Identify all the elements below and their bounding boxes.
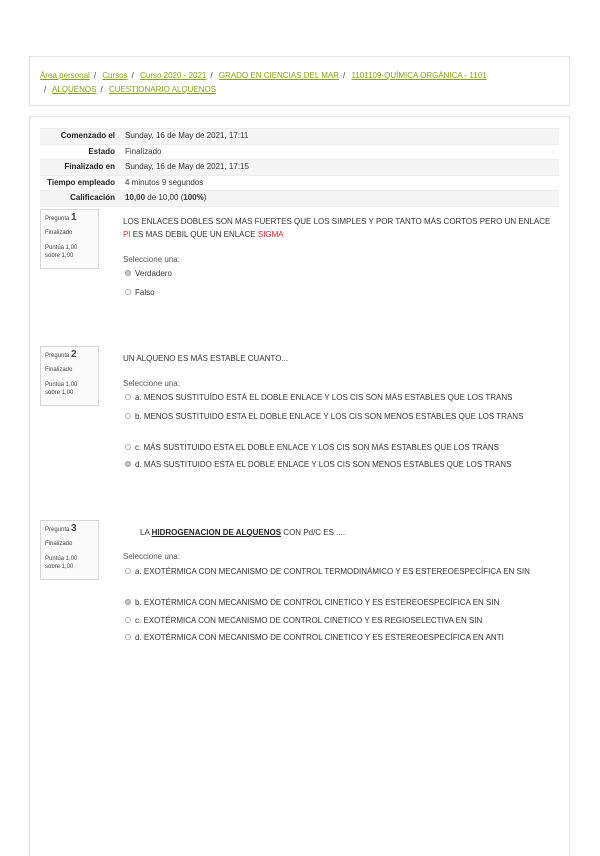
summary-label: Finalizado en [64,162,115,171]
question-number [45,214,94,223]
question-state: Finalizado [45,541,73,547]
highlight-pi: PI [123,230,131,239]
question-3-option-c[interactable] [125,615,555,627]
radio[interactable] [125,617,131,623]
summary-label: Calificación [70,193,115,202]
radio[interactable] [125,634,131,640]
breadcrumb-link-alquenos[interactable]: ALQUENOS [52,85,97,94]
option-label: b. MENOS SUSTITUIDO ESTA EL DOBLE ENLACE Y LOS CIS SON MENOS ESTABLES QUE LOS TRANS [135,412,524,421]
radio-selected[interactable] [125,599,131,605]
breadcrumb-separator: / [131,71,134,80]
summary-row-started [40,128,559,144]
radio-selected[interactable] [125,461,131,467]
summary-label: Estado [88,146,115,156]
question-text: CON Pd/C ES .... [281,528,346,537]
option-label: a. MENOS SUSTITUÍDO ESTÁ EL DOBLE ENLACE Y LOS CIS SON MÁS ESTABLES QUE LOS TRANS [135,393,513,402]
question-3-info [40,520,99,580]
option-label: d. EXOTÉRMICA CON MECANISMO DE CONTROL CINETICO Y ES ESTEREOESPECÍFICA EN ANTI [135,633,504,642]
question-mark: Puntúa 1,00 [45,245,78,251]
summary-row-state [40,144,559,160]
grade-value [121,191,206,206]
question-label: Pregunta [45,216,70,222]
breadcrumb-link-curso-2020[interactable]: Curso 2020 - 2021 [140,71,207,80]
question-mark: Puntúa 1,00 [45,382,78,388]
question-1-option-falso[interactable] [125,287,555,299]
radio[interactable] [125,394,131,400]
question-mark: Puntúa 1,00 [45,556,78,562]
question-text: ES MAS DEBIL QUE UN ENLACE [130,230,258,239]
breadcrumb-link-cuestionario[interactable]: CUESTIONARIO ALQUENOS [108,85,217,94]
summary-value: 4 minutos 9 segundos [125,177,204,187]
question-2-text: UN ALQUENO ES MÁS ESTABLE CUANTO... [123,354,289,363]
question-3-option-a[interactable] [125,566,555,578]
question-number-value: 1 [71,212,77,223]
question-1-text [123,215,553,241]
question-mark-max: sobre 1,00 [45,564,74,570]
breadcrumb-separator: / [100,85,103,94]
summary-label: Comenzado el [60,131,115,140]
grade-score: 10,00 [125,193,146,202]
option-label: b. EXOTÉRMICA CON MECANISMO DE CONTROL CINETICO Y ES ESTEREOESPECÍFICA EN SIN [135,598,500,607]
option-label: a. EXOTÉRMICA CON MECANISMO DE CONTROL TERMODINÁMICO Y ES ESTEREOESPECÍFICA EN SIN [135,567,530,576]
summary-row-time [40,175,559,191]
grade-percent: 100% [183,193,204,202]
grade-text-end: ) [203,193,207,202]
breadcrumb-separator: / [93,71,97,80]
question-state: Finalizado [45,230,73,236]
question-3-option-d[interactable] [125,632,555,644]
breadcrumb-separator: / [44,85,47,94]
radio[interactable] [125,289,131,295]
question-number [45,351,94,360]
option-label: Verdadero [135,269,172,278]
breadcrumb-separator: / [210,71,213,80]
question-number [45,525,94,534]
radio[interactable] [125,444,131,450]
breadcrumb-separator: / [343,71,346,80]
breadcrumb-link-area-personal[interactable]: Área personal [40,71,90,80]
question-2-option-c[interactable] [125,442,555,454]
question-mark-max: sobre 1,00 [45,253,74,259]
attempt-summary-table [40,128,559,207]
summary-value: Finalizado [125,146,162,156]
summary-label: Tiempo empleado [47,177,115,187]
question-text: LOS ENLACES DOBLES SON MAS FUERTES QUE LOS SIMPLES Y POR TANTO MÁS CORTOS PERO UN ENLACE [123,217,551,226]
option-label: c. MÁS SUSTITUIDO ESTA EL DOBLE ENLACE Y LOS CIS SON MÁS ESTABLES QUE LOS TRANS [135,443,499,452]
question-2-option-b[interactable] [125,411,555,423]
radio-selected[interactable] [125,270,131,276]
option-label: c. EXOTÉRMICA CON MECANISMO DE CONTROL CINETICO Y ES REGIOSELECTIVA EN SIN [135,616,483,625]
breadcrumb-link-cursos[interactable]: Cursos [102,71,128,80]
question-label: Pregunta [45,527,70,533]
question-number-value: 2 [71,349,77,360]
summary-value: Sunday, 16 de May de 2021, 17:15 [125,162,249,171]
question-2-info [40,346,99,406]
radio[interactable] [125,413,131,419]
option-label: d. MÁS SUSTITUIDO ESTA EL DOBLE ENLACE Y LOS CIS SON MENOS ESTABLES QUE LOS TRANS [135,460,512,469]
question-state: Finalizado [45,367,73,373]
breadcrumb-link-grado[interactable]: GRADO EN CIENCIAS DEL MAR [218,71,339,80]
question-text: LA [140,528,152,537]
question-1-info [40,209,99,269]
question-2-option-a[interactable] [125,392,555,404]
breadcrumb-link-quimica[interactable]: 1101109-QUÍMICA ORGÁNICA - 1101 [351,71,487,80]
question-3-text [140,526,570,539]
question-3-prompt: Seleccione una: [123,552,180,561]
question-3-option-b[interactable] [125,597,555,609]
highlight-sigma: SIGMA [257,230,284,239]
summary-row-finished [40,159,559,175]
question-1-prompt: Seleccione una: [123,255,180,264]
grade-text: de 10,00 ( [145,193,184,202]
question-1-option-verdadero[interactable] [125,268,555,280]
breadcrumb-card [29,56,570,106]
summary-value: Sunday, 16 de May de 2021, 17:11 [125,131,249,140]
summary-row-grade [40,190,559,207]
breadcrumb [40,69,560,97]
question-2-prompt: Seleccione una: [123,379,180,388]
radio[interactable] [125,568,131,574]
question-label: Pregunta [45,353,70,359]
question-number-value: 3 [71,523,77,534]
question-2-option-d[interactable] [125,459,555,471]
question-mark-max: sobre 1,00 [45,390,74,396]
option-label: Falso [135,288,155,297]
highlight-hidrogenacion: HIDROGENACION DE ALQUENOS [151,528,282,537]
